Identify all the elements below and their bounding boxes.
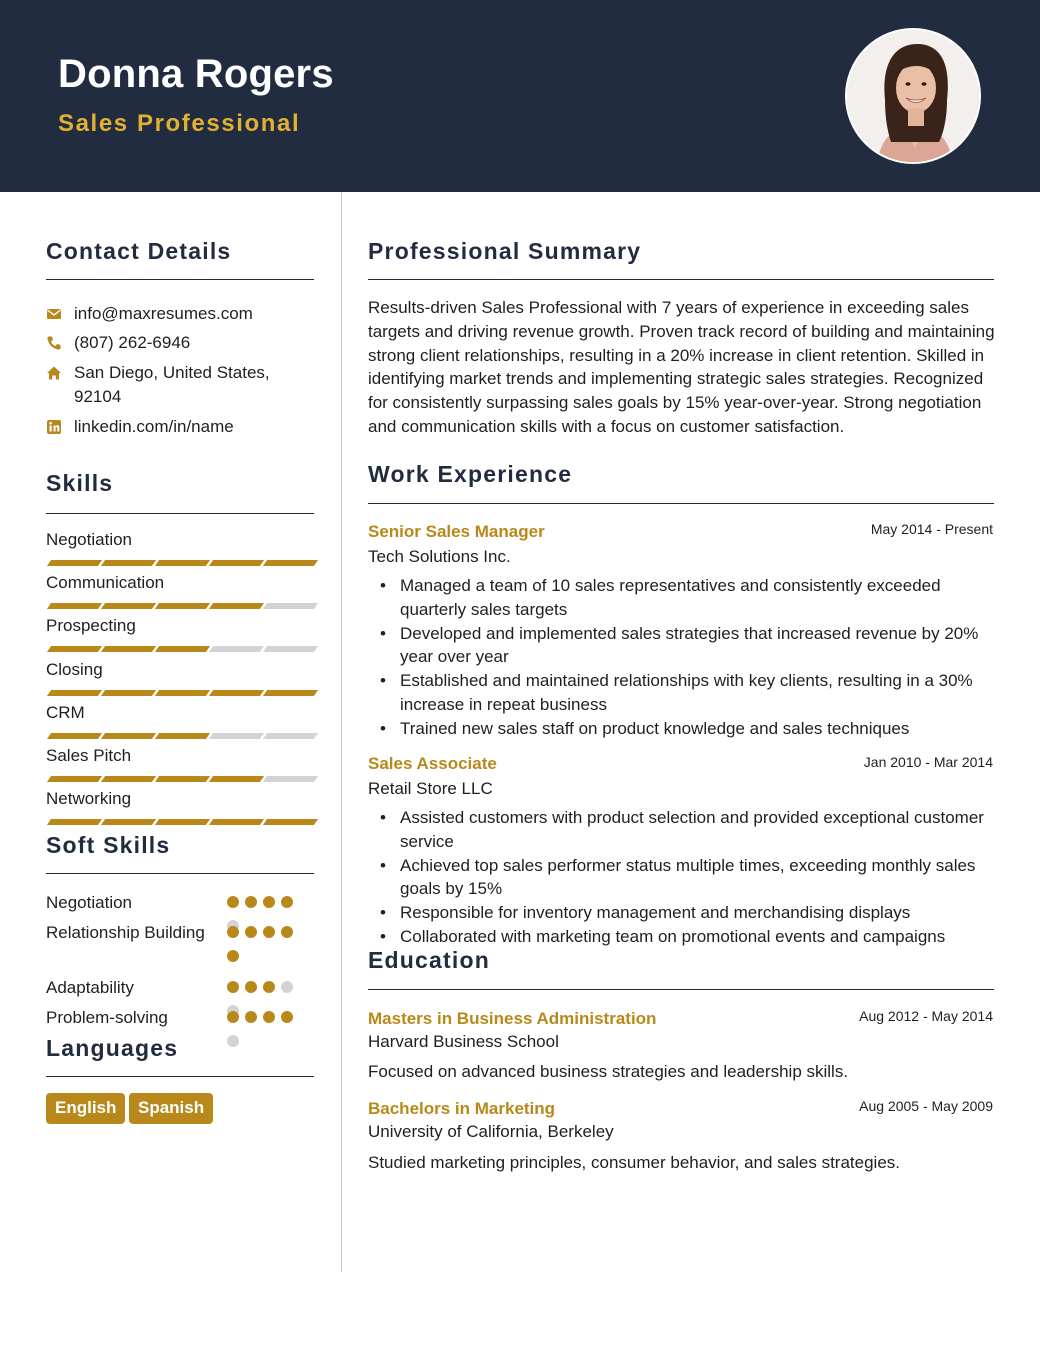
soft-skill-dot <box>263 1011 275 1023</box>
soft-skill-dot <box>227 950 239 962</box>
skill-label: Prospecting <box>46 616 136 636</box>
skill-level-segment <box>47 603 102 609</box>
skill-level-segment <box>263 690 318 696</box>
job-2-company: Retail Store LLC <box>368 779 493 798</box>
skill-level-bar <box>46 690 314 696</box>
soft-skill-dot <box>281 1011 293 1023</box>
profile-photo-image <box>847 30 981 164</box>
soft-skill-label: Adaptability <box>46 978 134 997</box>
education-2-dates: Aug 2005 - May 2009 <box>859 1098 993 1114</box>
skill-level-segment <box>101 690 156 696</box>
skill-level-segment <box>209 646 264 652</box>
job-2-title: Sales Associate <box>368 754 497 773</box>
skill-level-segment <box>209 603 264 609</box>
language-badge-spanish: Spanish <box>129 1093 213 1124</box>
skill-level-bar <box>46 819 314 825</box>
education-section-title: Education <box>368 947 490 973</box>
education-2-school: University of California, Berkeley <box>368 1122 614 1141</box>
list-item: • Trained new sales staff on product knowledge and sales techniques <box>368 717 998 741</box>
phone-text: (807) 262-6946 <box>74 333 191 352</box>
candidate-name: Donna Rogers <box>58 52 334 96</box>
skill-level-segment <box>47 733 102 739</box>
address-line-1: San Diego, United States, <box>74 363 270 382</box>
summary-section-title: Professional Summary <box>368 238 642 264</box>
skill-level-bar <box>46 646 314 652</box>
list-item: • Established and maintained relationships with key clients, resulting in a 30% increase in repeat business <box>368 669 998 717</box>
soft-skill-label: Relationship Building <box>46 923 205 942</box>
education-1-description: Focused on advanced business strategies and leadership skills. <box>368 1062 849 1081</box>
education-1-dates: Aug 2012 - May 2014 <box>859 1008 993 1024</box>
soft-skill-label: Problem-solving <box>46 1008 168 1027</box>
candidate-role: Sales Professional <box>58 110 301 137</box>
skill-label: Networking <box>46 789 132 809</box>
skill-level-segment <box>101 733 156 739</box>
list-item: • Managed a team of 10 sales representatives and consistently exceeded quarterly sales targets <box>368 574 998 622</box>
skill-level-segment <box>47 646 102 652</box>
skill-level-segment <box>101 603 156 609</box>
soft-skill-dot <box>281 896 293 908</box>
job-1-bullets <box>368 574 998 741</box>
skill-level-bar <box>46 733 314 739</box>
skill-level-bar <box>46 603 314 609</box>
skill-level-segment <box>47 560 102 566</box>
profile-photo <box>845 28 981 164</box>
linkedin-text: linkedin.com/in/name <box>74 417 234 436</box>
soft-skill-label: Negotiation <box>46 893 133 912</box>
skill-level-segment <box>263 646 318 652</box>
skill-level-segment <box>263 733 318 739</box>
skill-label: Communication <box>46 573 165 593</box>
job-1-company: Tech Solutions Inc. <box>368 547 511 566</box>
soft-skill-dot <box>263 926 275 938</box>
education-rule <box>368 989 994 990</box>
skill-level-segment <box>47 819 102 825</box>
soft-skill-dot <box>245 1011 257 1023</box>
column-divider <box>341 192 342 1272</box>
skill-level-segment <box>155 560 210 566</box>
skill-level-bar <box>46 560 314 566</box>
soft-skill-dot <box>227 896 239 908</box>
job-2-bullets <box>368 806 998 949</box>
skill-level-segment <box>209 733 264 739</box>
skill-level-segment <box>209 819 264 825</box>
soft-skill-dot <box>281 926 293 938</box>
job-2-dates: Jan 2010 - Mar 2014 <box>863 754 993 770</box>
resume-header <box>0 0 1040 192</box>
skill-level-segment <box>47 690 102 696</box>
contact-rule <box>46 279 314 280</box>
skill-level-bar <box>46 776 314 782</box>
soft-skill-dot <box>227 1035 239 1047</box>
list-item: • Assisted customers with product selection and provided exceptional customer service <box>368 806 998 854</box>
soft-skill-dot <box>227 981 239 993</box>
contact-section-title: Contact Details <box>46 238 232 264</box>
phone-icon <box>46 335 62 351</box>
experience-section-title: Work Experience <box>368 461 573 487</box>
skill-level-segment <box>263 776 318 782</box>
skill-level-segment <box>209 560 264 566</box>
skill-level-segment <box>263 819 318 825</box>
soft-skill-dot <box>263 981 275 993</box>
soft-skills-rule <box>46 873 314 874</box>
linkedin-icon <box>46 419 62 435</box>
job-1-title: Senior Sales Manager <box>368 522 545 541</box>
skill-level-segment <box>263 603 318 609</box>
soft-skill-dot <box>281 981 293 993</box>
list-item: • Collaborated with marketing team on promotional events and campaigns <box>368 925 998 949</box>
soft-skills-section-title: Soft Skills <box>46 832 171 858</box>
list-item: • Achieved top sales performer status multiple times, exceeding monthly sales goals by 15% <box>368 854 998 902</box>
soft-skill-dot <box>245 926 257 938</box>
skill-label: Closing <box>46 659 103 679</box>
languages-rule <box>46 1076 314 1077</box>
skill-level-segment <box>101 776 156 782</box>
skill-level-segment <box>155 776 210 782</box>
skill-level-segment <box>101 819 156 825</box>
skill-level-segment <box>101 646 156 652</box>
soft-skill-dot <box>245 981 257 993</box>
skill-label: Negotiation <box>46 530 133 549</box>
skill-level-segment <box>155 690 210 696</box>
skill-level-segment <box>101 560 156 566</box>
skill-level-segment <box>155 733 210 739</box>
language-badge-english: English <box>46 1093 125 1124</box>
list-item: • Responsible for inventory management and merchandising displays <box>368 901 998 925</box>
skill-level-segment <box>263 560 318 566</box>
skill-level-segment <box>155 819 210 825</box>
soft-skill-dot <box>227 1011 239 1023</box>
job-1-dates: May 2014 - Present <box>870 521 993 537</box>
list-item: • Developed and implemented sales strategies that increased revenue by 20% year over year <box>368 622 998 670</box>
summary-text: Results-driven Sales Professional with 7 years of experience in exceeding sales targets and driving revenue growth. Proven track record of building and maintaining strong client relationships, resulting in a 20% increase in client retention. Skilled in identifying market trends and implementing strategic sales strategies. Recognized for consistently surpassing sales goals by 15% year-over-year. Strong negotiation and communication skills with a focus on customer satisfaction. <box>368 298 995 436</box>
skills-rule <box>46 513 314 514</box>
home-icon <box>46 365 62 381</box>
skill-level-segment <box>47 776 102 782</box>
education-2-degree: Bachelors in Marketing <box>368 1099 556 1118</box>
skill-level-segment <box>155 603 210 609</box>
skills-section-title: Skills <box>46 470 114 496</box>
address-line-2: 92104 <box>74 387 122 406</box>
skill-level-segment <box>155 646 210 652</box>
envelope-icon <box>46 306 62 322</box>
skill-level-segment <box>209 776 264 782</box>
languages-section-title: Languages <box>46 1035 179 1061</box>
summary-rule <box>368 279 994 280</box>
skill-label: Sales Pitch <box>46 746 132 765</box>
education-1-degree: Masters in Business Administration <box>368 1009 657 1028</box>
education-1-school: Harvard Business School <box>368 1032 559 1051</box>
soft-skill-dot <box>263 896 275 908</box>
education-2-description: Studied marketing principles, consumer behavior, and sales strategies. <box>368 1153 901 1172</box>
soft-skill-dot <box>245 896 257 908</box>
email-text: info@maxresumes.com <box>74 304 253 323</box>
experience-rule <box>368 503 994 504</box>
soft-skill-dot <box>227 926 239 938</box>
skill-level-segment <box>209 690 264 696</box>
skill-label: CRM <box>46 702 85 722</box>
